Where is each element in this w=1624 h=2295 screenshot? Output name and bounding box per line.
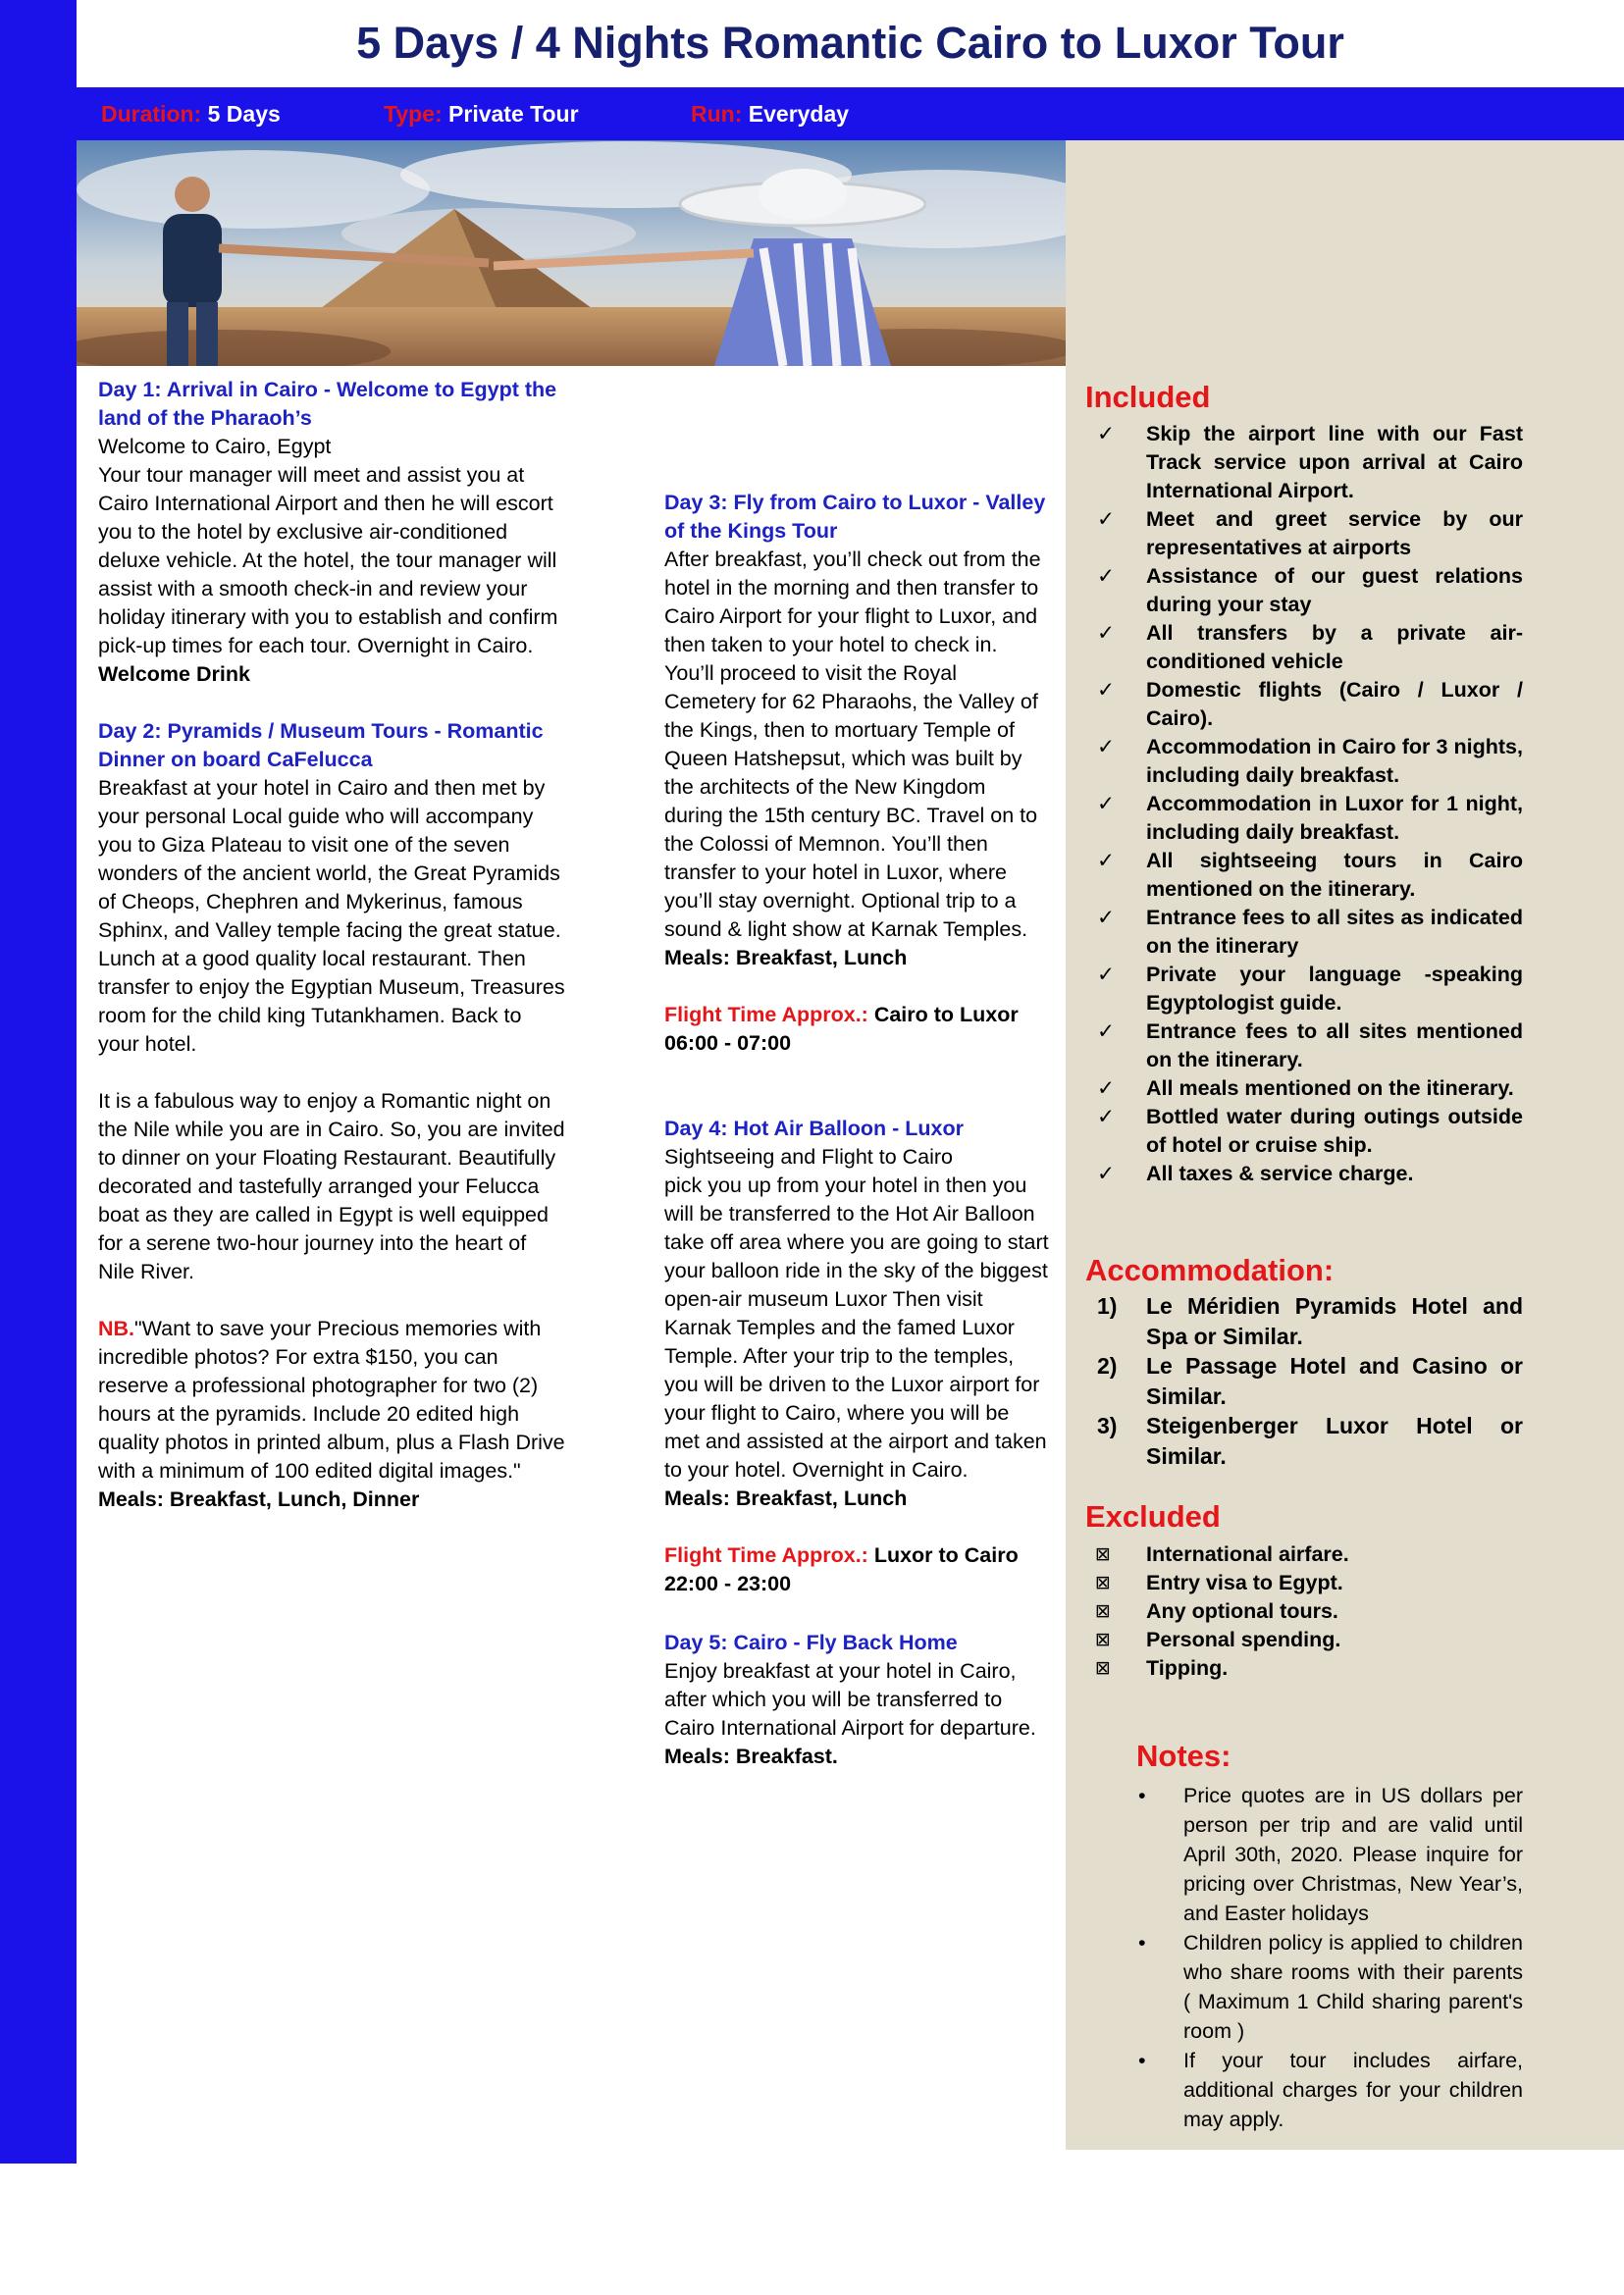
bullet-icon: • xyxy=(1138,1931,1146,1955)
crossed-box-icon: ⊠ xyxy=(1095,1601,1111,1622)
list-item: 2) Le Passage Hotel and Casino or Similar. xyxy=(1097,1353,1523,1409)
list-item: ✓ All transfers by a private air-conditioned vehicle xyxy=(1097,621,1523,673)
list-item: ⊠ Personal spending. xyxy=(1085,1626,1523,1654)
check-icon: ✓ xyxy=(1097,1076,1116,1100)
list-item: ✓ Accommodation in Luxor for 1 night, including daily breakfast. xyxy=(1097,792,1523,844)
day4-title: Day 4: Hot Air Balloon - Luxor xyxy=(664,1117,964,1140)
list-item: ✓ Skip the airport line with our Fast Track service upon arrival at Cairo International Airport. xyxy=(1097,422,1523,502)
check-icon: ✓ xyxy=(1097,507,1116,531)
day5-body: Enjoy breakfast at your hotel in Cairo, after which you will be transferred to Cairo International Airport for departure. xyxy=(664,1659,1036,1740)
list-item: ✓ Bottled water during outings outside of hotel or cruise ship. xyxy=(1097,1105,1523,1157)
check-icon: ✓ xyxy=(1097,1162,1116,1185)
day3-meals: Meals: Breakfast, Lunch xyxy=(664,946,908,969)
accommodation-list xyxy=(1085,1291,1523,1471)
day4-meals: Meals: Breakfast, Lunch xyxy=(664,1487,908,1510)
excluded-title: Excluded xyxy=(1085,1499,1221,1534)
list-item: • If your tour includes airfare, additional charges for your children may apply. xyxy=(1130,2046,1523,2134)
list-item: ✓ Entrance fees to all sites as indicated on the itinerary xyxy=(1097,906,1523,958)
hero-illustration xyxy=(77,140,1066,366)
day2-body: Breakfast at your hotel in Cairo and then met by your personal Local guide who will accompany you to Giza Plateau to visit one of the seven wonders of the ancient world, the Great Pyramids of Cheops, Chephren and Mykerinus, famous Sphinx, and Valley temple facing the great statue. Lunch at a good quality local restaurant. Then transfer to enjoy the Egyptian Museum, Treasures room for the child king Tutankhamen. Back to your hotel. xyxy=(98,776,565,1056)
list-item: ⊠ Entry visa to Egypt. xyxy=(1085,1569,1523,1597)
bullet-icon: • xyxy=(1138,1784,1146,1807)
crossed-box-icon: ⊠ xyxy=(1095,1658,1111,1679)
check-icon: ✓ xyxy=(1097,1019,1116,1043)
list-item: 1) Le Méridien Pyramids Hotel and Spa or Similar. xyxy=(1097,1293,1523,1349)
list-item: ✓ All sightseeing tours in Cairo mentioned on the itinerary. xyxy=(1097,849,1523,901)
list-item: ✓ All meals mentioned on the itinerary. xyxy=(1085,1074,1523,1103)
check-icon: ✓ xyxy=(1097,422,1116,445)
info-duration: Duration: 5 Days xyxy=(101,100,281,127)
page-title: 5 Days / 4 Nights Romantic Cairo to Luxor Tour xyxy=(356,18,1344,68)
check-icon: ✓ xyxy=(1097,906,1116,929)
day5-meals: Meals: Breakfast. xyxy=(664,1745,838,1768)
notes-list xyxy=(1130,1781,1523,2134)
notes-title: Notes: xyxy=(1136,1739,1231,1773)
crossed-box-icon: ⊠ xyxy=(1095,1544,1111,1565)
list-item: ✓ All taxes & service charge. xyxy=(1085,1160,1523,1188)
tour-info-bar xyxy=(77,87,1624,140)
crossed-box-icon: ⊠ xyxy=(1095,1573,1111,1593)
left-column xyxy=(98,376,567,1514)
list-item: ⊠ Any optional tours. xyxy=(1085,1597,1523,1626)
check-icon: ✓ xyxy=(1097,849,1116,872)
list-item: ✓ Domestic flights (Cairo / Luxor / Cairo). xyxy=(1097,678,1523,730)
day2-title: Day 2: Pyramids / Museum Tours - Romantic Dinner on board CaFelucca xyxy=(98,719,544,771)
day2-meals: Meals: Breakfast, Lunch, Dinner xyxy=(98,1487,420,1511)
list-item: ✓ Accommodation in Cairo for 3 nights, including daily breakfast. xyxy=(1097,735,1523,787)
day2-body-2: It is a fabulous way to enjoy a Romantic night on the Nile while you are in Cairo. So, you are invited to dinner on your Floating Restaurant. Beautifully decorated and tastefully arranged your Felucca boat as they are called in Egypt is well equipped for a serene two-hour journey into the heart of Nile River. xyxy=(98,1089,565,1283)
bullet-icon: • xyxy=(1138,2049,1146,2072)
list-item: ✓ Assistance of our guest relations during your stay xyxy=(1097,564,1523,616)
list-item: ✓ Entrance fees to all sites mentioned on the itinerary. xyxy=(1097,1019,1523,1071)
list-item: • Price quotes are in US dollars per person per trip and are valid until April 30th, 2020. Please inquire for pricing over Christmas, New Year’s, and Easter holidays xyxy=(1130,1781,1523,1928)
middle-column xyxy=(664,489,1049,1771)
day1-body: Your tour manager will meet and assist you at Cairo International Airport and then he will escort you to the hotel by exclusive air-conditioned deluxe vehicle. At the hotel, the tour manager will assist with a smooth check-in and review your holiday itinerary with you to establish and confirm pick-up times for each tour. Overnight in Cairo. xyxy=(98,463,558,657)
day1-lead: Welcome to Cairo, Egypt xyxy=(98,435,332,458)
list-item: • Children policy is applied to children who share rooms with their parents ( Maximum 1 Child sharing parent's room ) xyxy=(1130,1928,1523,2046)
included-list xyxy=(1085,420,1523,1188)
day3-body: After breakfast, you’ll check out from the hotel in the morning and then transfer to Cairo Airport for your flight to Luxor, and then taken to your hotel to check in. You’ll proceed to visit the Royal Cemetery for 62 Pharaohs, the Valley of the Kings, then to mortuary Temple of Queen Hatshepsut, which was built by the architects of the New Kingdom during the 15th century BC. Travel on to the Colossi of Memnon. You’ll then transfer to your hotel in Luxor, where you’ll stay overnight. Optional trip to a sound & light show at Karnak Temples. xyxy=(664,548,1041,941)
flight-time-2: Flight Time Approx.: Luxor to Cairo 22:00 - 23:00 xyxy=(664,1543,1019,1595)
check-icon: ✓ xyxy=(1097,792,1116,815)
list-item: ⊠ Tipping. xyxy=(1085,1654,1523,1683)
info-run: Run: Everyday xyxy=(691,100,850,127)
list-item: 3) Steigenberger Luxor Hotel or Similar. xyxy=(1097,1413,1523,1469)
check-icon: ✓ xyxy=(1097,963,1116,986)
check-icon: ✓ xyxy=(1097,735,1116,758)
flight-time-1: Flight Time Approx.: Cairo to Luxor 06:00 - 07:00 xyxy=(664,1003,1019,1055)
crossed-box-icon: ⊠ xyxy=(1095,1630,1111,1650)
day1-title: Day 1: Arrival in Cairo - Welcome to Egypt the land of the Pharaoh’s xyxy=(98,378,557,430)
day3-title: Day 3: Fly from Cairo to Luxor - Valley of the Kings Tour xyxy=(664,491,1046,543)
excluded-list xyxy=(1085,1540,1523,1683)
check-icon: ✓ xyxy=(1097,564,1116,588)
info-type: Type: Private Tour xyxy=(384,100,579,127)
hero-photo-couple-at-pyramids xyxy=(77,140,1066,366)
included-title: Included xyxy=(1085,380,1211,414)
day5-title: Day 5: Cairo - Fly Back Home xyxy=(664,1631,958,1654)
list-item: ✓ Private your language -speaking Egyptologist guide. xyxy=(1097,963,1523,1015)
list-item: ✓ Meet and greet service by our representatives at airports xyxy=(1097,507,1523,559)
left-accent-bar xyxy=(0,0,77,2164)
day4-lead: Sightseeing and Flight to Cairo xyxy=(664,1145,954,1169)
day4-body: pick you up from your hotel in then you will be transferred to the Hot Air Balloon take off area where you are going to start your balloon ride in the sky of the biggest open-air museum Luxor Then visit Karnak Temples and the famed Luxor Temple. After your trip to the temples, you will be driven to the Luxor airport for your flight to Cairo, where you will be met and assisted at the airport and taken to your hotel. Overnight in Cairo. xyxy=(664,1174,1049,1482)
list-item: ⊠ International airfare. xyxy=(1085,1540,1523,1569)
check-icon: ✓ xyxy=(1097,678,1116,702)
check-icon: ✓ xyxy=(1097,621,1116,645)
accommodation-title: Accommodation: xyxy=(1085,1253,1335,1287)
check-icon: ✓ xyxy=(1097,1105,1116,1128)
nb-note: NB."Want to save your Precious memories with incredible photos? For extra $150, you can reserve a professional photographer for two (2) hours at the pyramids. Include 20 edited high quality photos in printed album, plus a Flash Drive with a minimum of 100 edited digital images." xyxy=(98,1317,565,1483)
day1-extra: Welcome Drink xyxy=(98,662,250,686)
